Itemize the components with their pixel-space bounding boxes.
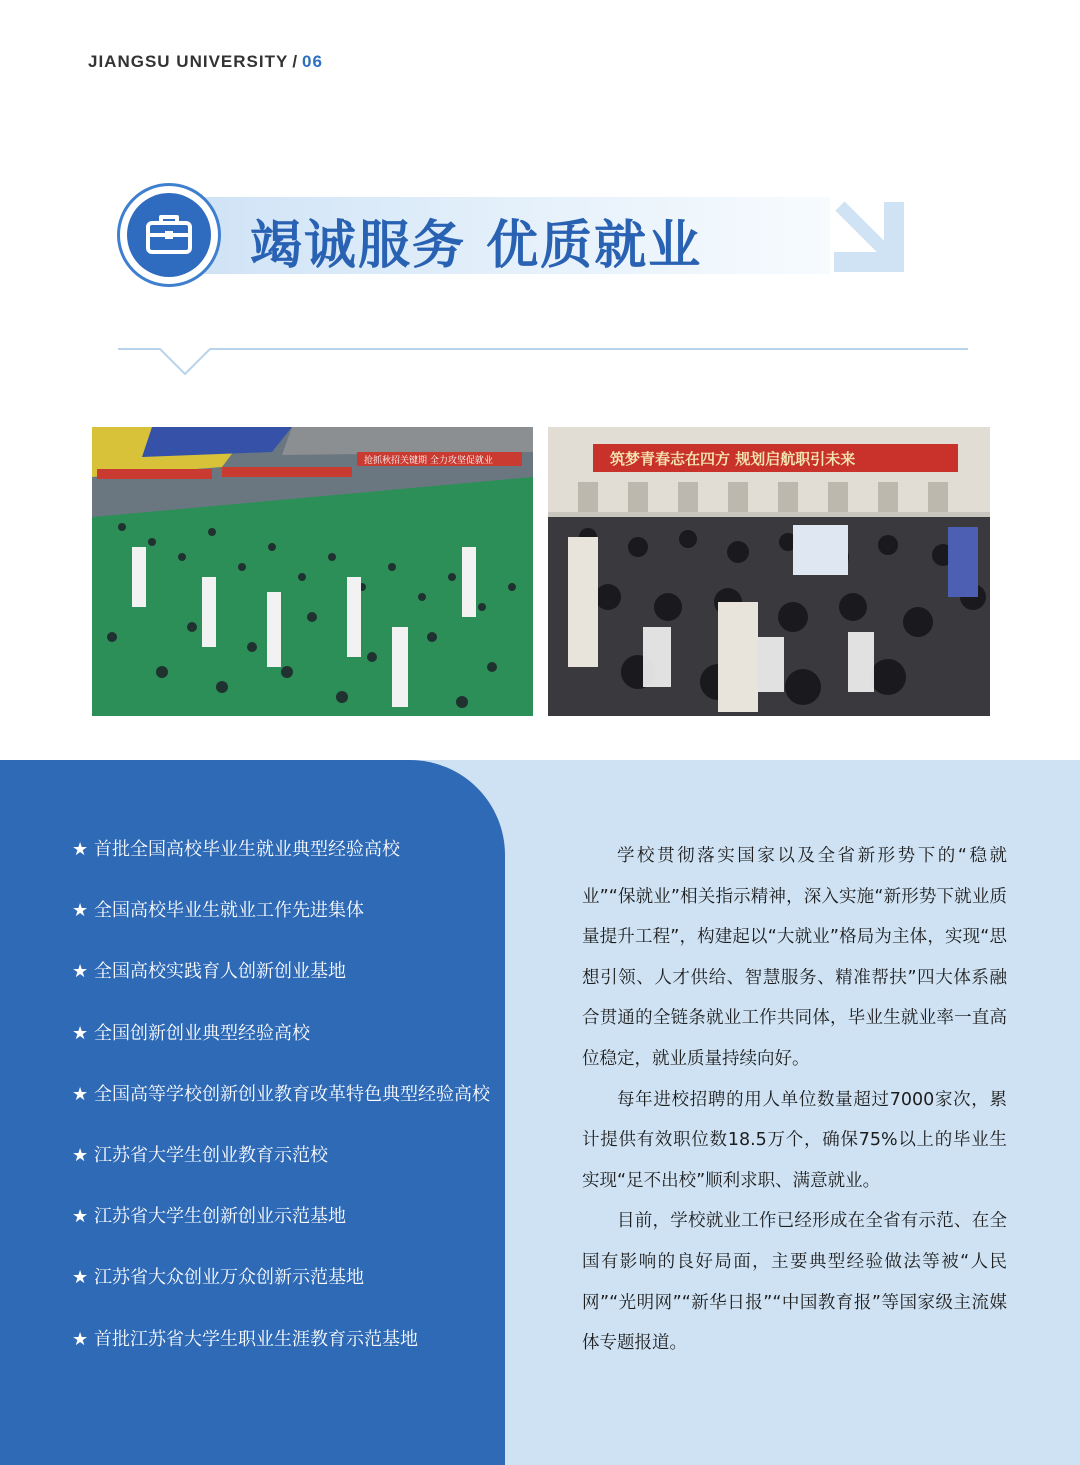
star-icon: ★ — [72, 1022, 89, 1044]
left-photo-banner: 抢抓秋招关键期 全力攻坚促就业 — [364, 456, 493, 466]
honors-list — [72, 836, 492, 1387]
honor-item: ★ 全国高等学校创新创业教育改革特色典型经验高校 — [72, 1081, 492, 1142]
star-icon: ★ — [72, 1267, 89, 1289]
arrow-down-right-icon — [832, 198, 908, 274]
page-number: 06 — [302, 52, 323, 71]
school-name: JIANGSU UNIVERSITY — [88, 52, 289, 71]
running-header — [88, 52, 323, 72]
honor-item: ★ 江苏省大学生创业教育示范校 — [72, 1142, 492, 1203]
header-separator: / — [292, 52, 299, 71]
star-icon: ★ — [72, 1144, 89, 1166]
job-fair-photo-right — [548, 427, 990, 716]
honor-item: ★ 首批江苏省大学生职业生涯教育示范基地 — [72, 1326, 492, 1387]
honor-item: ★ 江苏省大众创业万众创新示范基地 — [72, 1264, 492, 1325]
star-icon: ★ — [72, 1328, 89, 1350]
honor-item: ★ 全国高校毕业生就业工作先进集体 — [72, 897, 492, 958]
page-title: 竭诚服务 优质就业 — [250, 216, 703, 276]
honor-item: ★ 全国高校实践育人创新创业基地 — [72, 958, 492, 1019]
right-photo-banner: 筑梦青春志在四方 规划启航职引未来 — [610, 450, 856, 468]
star-icon: ★ — [72, 900, 89, 922]
description-text — [582, 836, 1007, 1364]
honor-item: ★ 全国创新创业典型经验高校 — [72, 1020, 492, 1081]
briefcase-icon — [138, 204, 200, 266]
star-icon: ★ — [72, 961, 89, 983]
star-icon: ★ — [72, 1083, 89, 1105]
paragraph: 每年进校招聘的用人单位数量超过7000家次，累计提供有效职位数18.5万个，确保75%以上的毕业生实现“足不出校”顺利求职、满意就业。 — [582, 1089, 1007, 1191]
honor-item: ★ 首批全国高校毕业生就业典型经验高校 — [72, 836, 492, 897]
star-icon: ★ — [72, 839, 89, 860]
section-divider — [118, 338, 968, 378]
paragraph: 学校贯彻落实国家以及全省新形势下的“稳就业”“保就业”相关指示精神，深入实施“新形势下就业质量提升工程”，构建起以“大就业”格局为主体，实现“思想引领、人才供给、智慧服务、精准帮扶”四大体系融合贯通的全链条就业工作共同体，毕业生就业率一直高位稳定，就业质量持续向好。 — [582, 846, 1007, 1069]
honor-item: ★ 江苏省大学生创新创业示范基地 — [72, 1203, 492, 1264]
job-fair-photo-left — [92, 427, 533, 716]
paragraph: 目前，学校就业工作已经形成在全省有示范、在全国有影响的良好局面，主要典型经验做法等被“人民网”“光明网”“新华日报”“中国教育报”等国家级主流媒体专题报道。 — [582, 1211, 1007, 1354]
star-icon: ★ — [72, 1206, 89, 1228]
